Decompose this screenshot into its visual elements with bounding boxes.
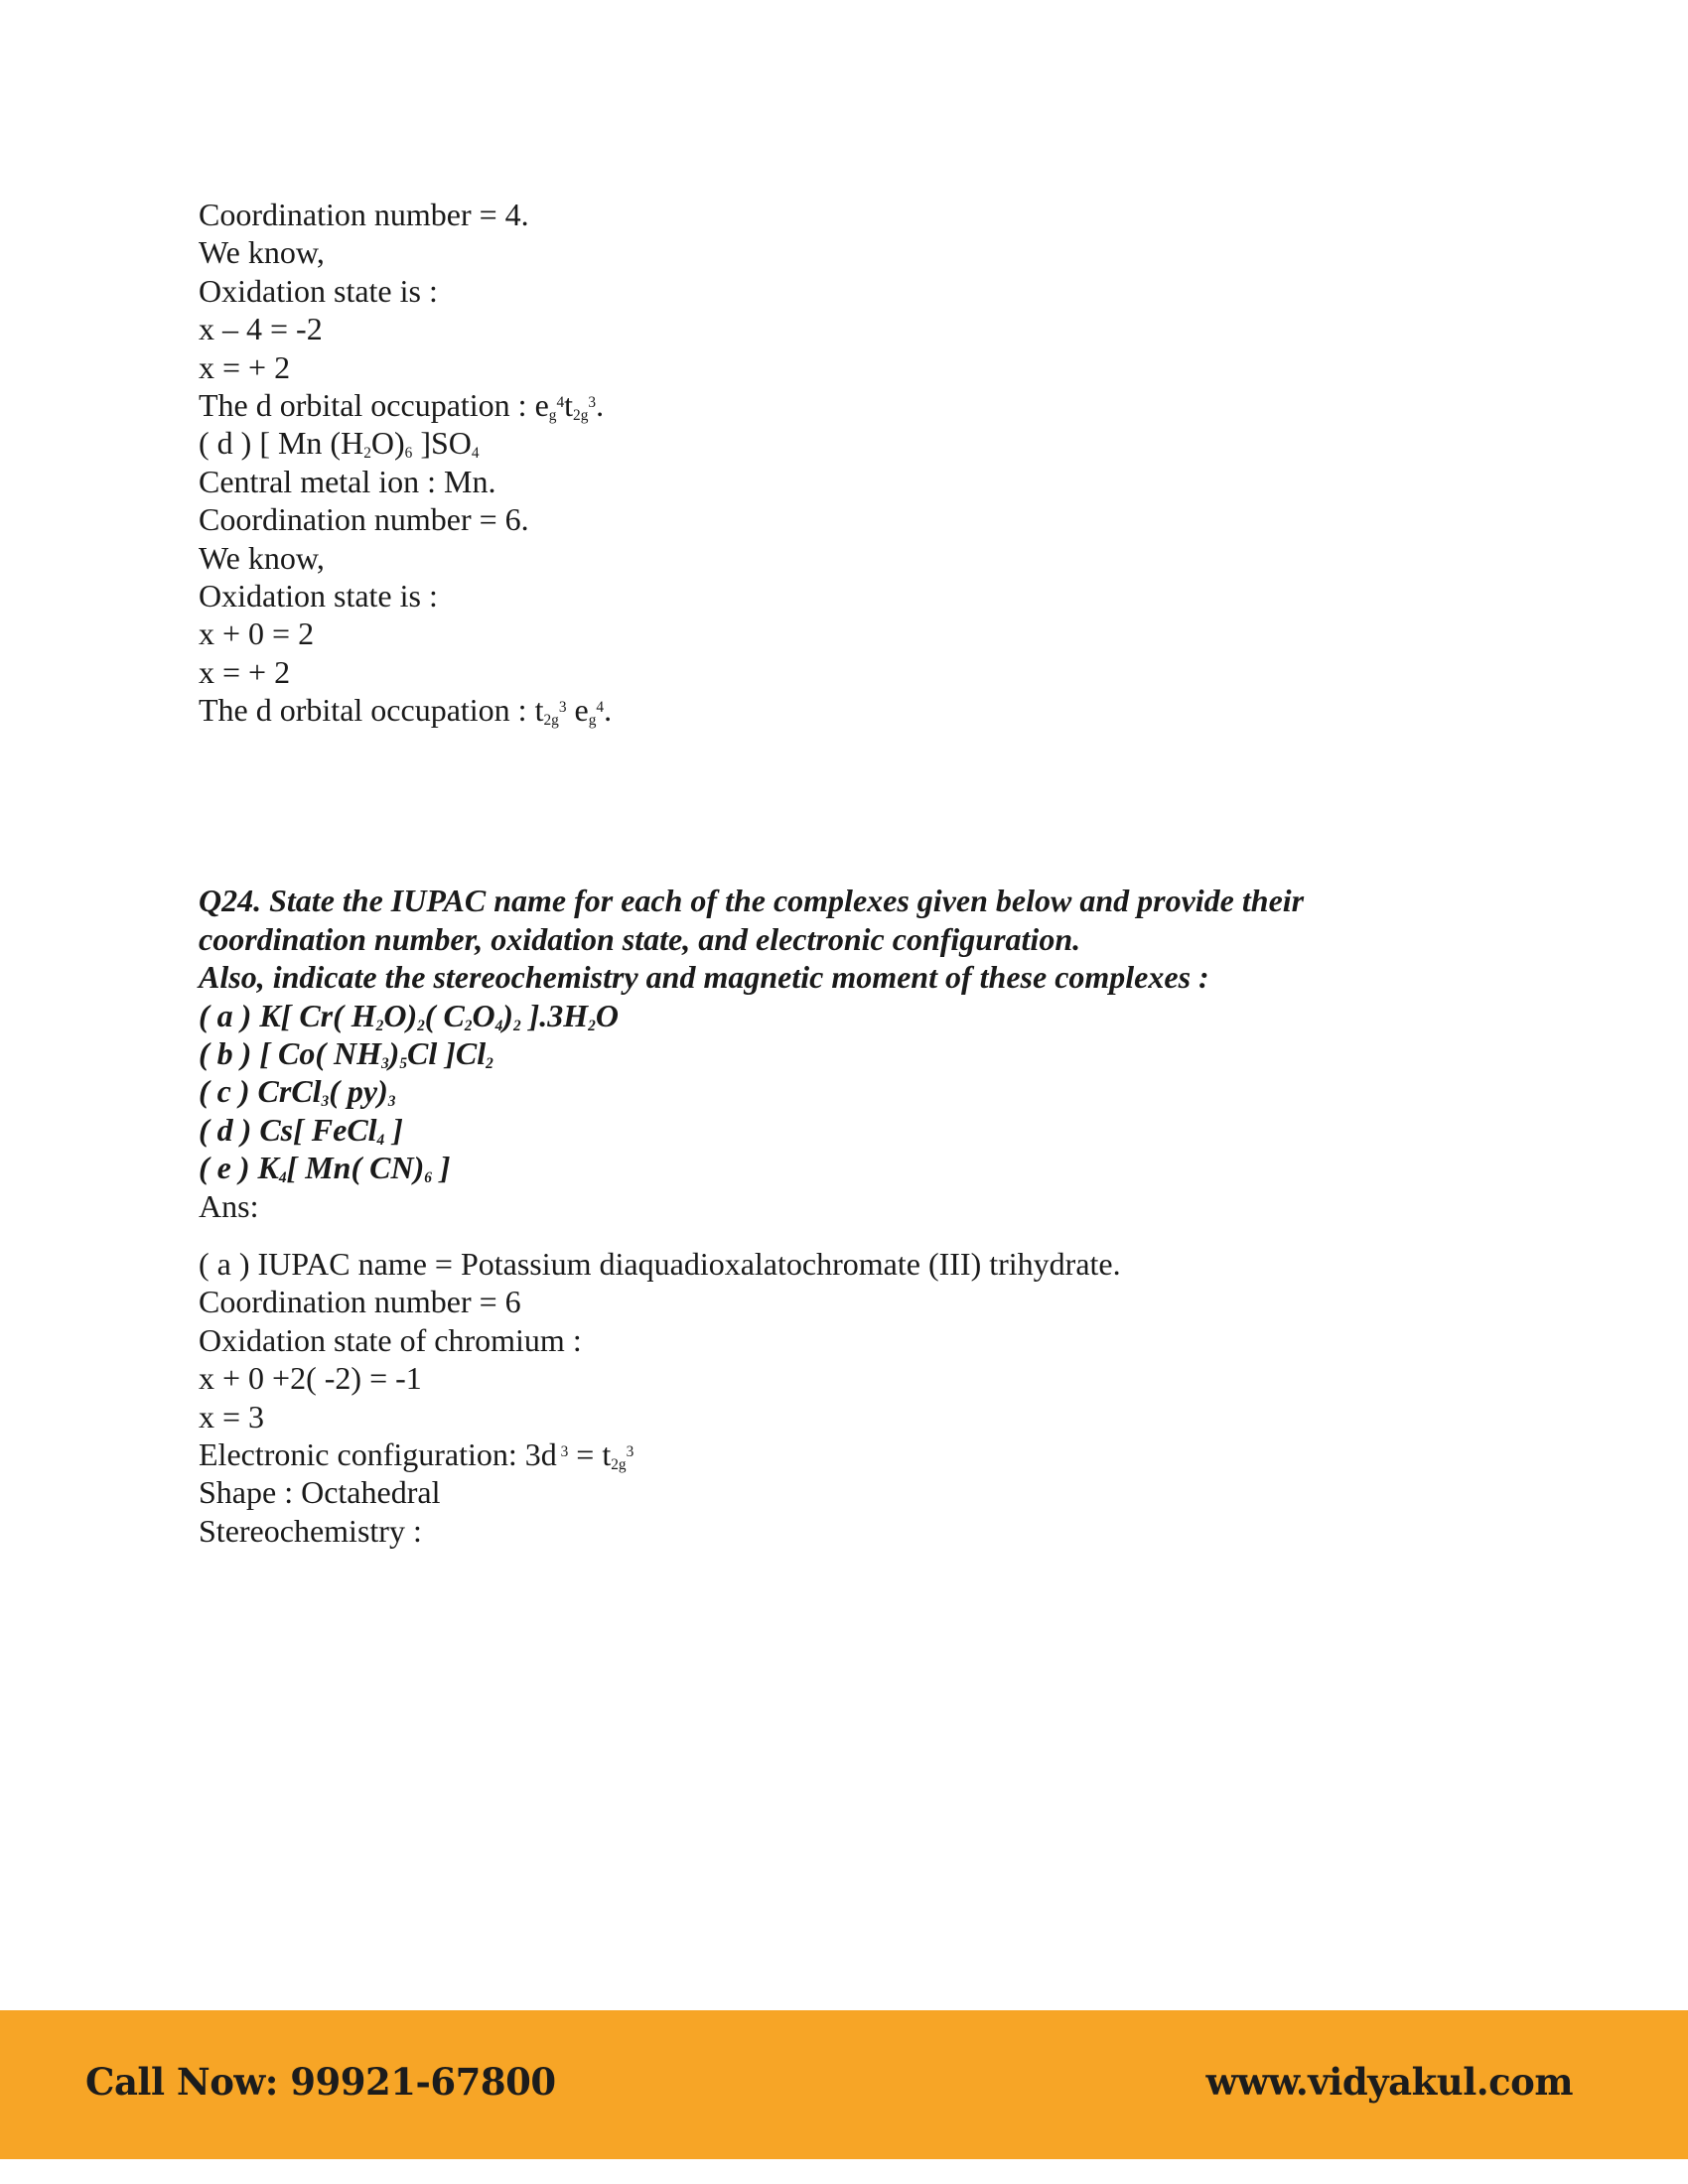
stereochemistry-a: Stereochemistry : <box>199 1512 422 1549</box>
equation-d-1: x + 0 = 2 <box>199 615 315 652</box>
oxidation-heading-c: Oxidation state is : <box>199 272 438 309</box>
coordination-number-c: Coordination number = 4. <box>199 197 529 232</box>
question-24-line-3: Also, indicate the stereochemistry and magnetic moment of these complexes : <box>199 959 1209 996</box>
central-metal-ion-d: Central metal ion : Mn. <box>199 463 496 499</box>
equation-c-2: x = + 2 <box>199 348 291 385</box>
we-know-c: We know, <box>199 234 325 271</box>
d-orbital-occupation-c: The d orbital occupation : $e_g^4t_{2g}^3$. <box>199 386 605 424</box>
complex-item-d: ( d ) Cs[ FeCl$_4$ ] <box>199 1111 403 1149</box>
iupac-name-a: ( a ) IUPAC name = Potassium diaquadioxalatochromate (III) trihydrate. <box>199 1245 1121 1282</box>
coordination-number-d: Coordination number = 6. <box>199 501 529 538</box>
answer-label: Ans: <box>199 1187 259 1224</box>
document-body <box>199 196 1489 1550</box>
shape-a: Shape : Octahedral <box>199 1474 441 1511</box>
equation-a-1: x + 0 +2( -2) = -1 <box>199 1360 422 1397</box>
complex-d-label: ( d ) [ Mn $(H_2O)_6$ ]$SO_4$ <box>199 425 480 463</box>
call-now-phone[interactable]: Call Now: 99921-67800 <box>85 2060 556 2104</box>
equation-d-2: x = + 2 <box>199 653 291 690</box>
question-24-line-2: coordination number, oxidation state, and electronic configuration. <box>199 920 1081 957</box>
complex-item-e: ( e ) $K_4$[ Mn( $CN)_6$ ] <box>199 1150 451 1187</box>
oxidation-heading-a: Oxidation state of chromium : <box>199 1321 582 1358</box>
complex-item-c: ( c ) CrCl$_3$( $py)_3$ <box>199 1073 396 1111</box>
we-know-d: We know, <box>199 539 325 576</box>
equation-c-1: x – 4 = -2 <box>199 311 323 347</box>
d-orbital-occupation-d: The d orbital occupation : $t_{2g}^3$ $e_g^4$. <box>199 692 613 729</box>
complex-item-b: ( b ) [ Co( $NH_3)_5Cl$ ]$Cl_2$ <box>199 1035 493 1072</box>
coordination-number-a: Coordination number = 6 <box>199 1284 521 1320</box>
website-link[interactable]: www.vidyakul.com <box>1205 2060 1573 2104</box>
footer-banner <box>0 2010 1688 2159</box>
oxidation-heading-d: Oxidation state is : <box>199 577 438 614</box>
section-spacer <box>199 729 1489 882</box>
electronic-configuration-a: Electronic configuration: 3d $^3 = t_{2g}^3$ <box>199 1435 634 1473</box>
equation-a-2: x = 3 <box>199 1398 265 1434</box>
complex-item-a: ( a ) K[ Cr( $H_2O)_2$( $C_2O_4)_2$ ]$.3H_2O$ <box>199 997 619 1034</box>
answer-spacer <box>199 1225 1489 1245</box>
question-24-line-1: Q24. State the IUPAC name for each of the complexes given below and provide their <box>199 883 1305 919</box>
